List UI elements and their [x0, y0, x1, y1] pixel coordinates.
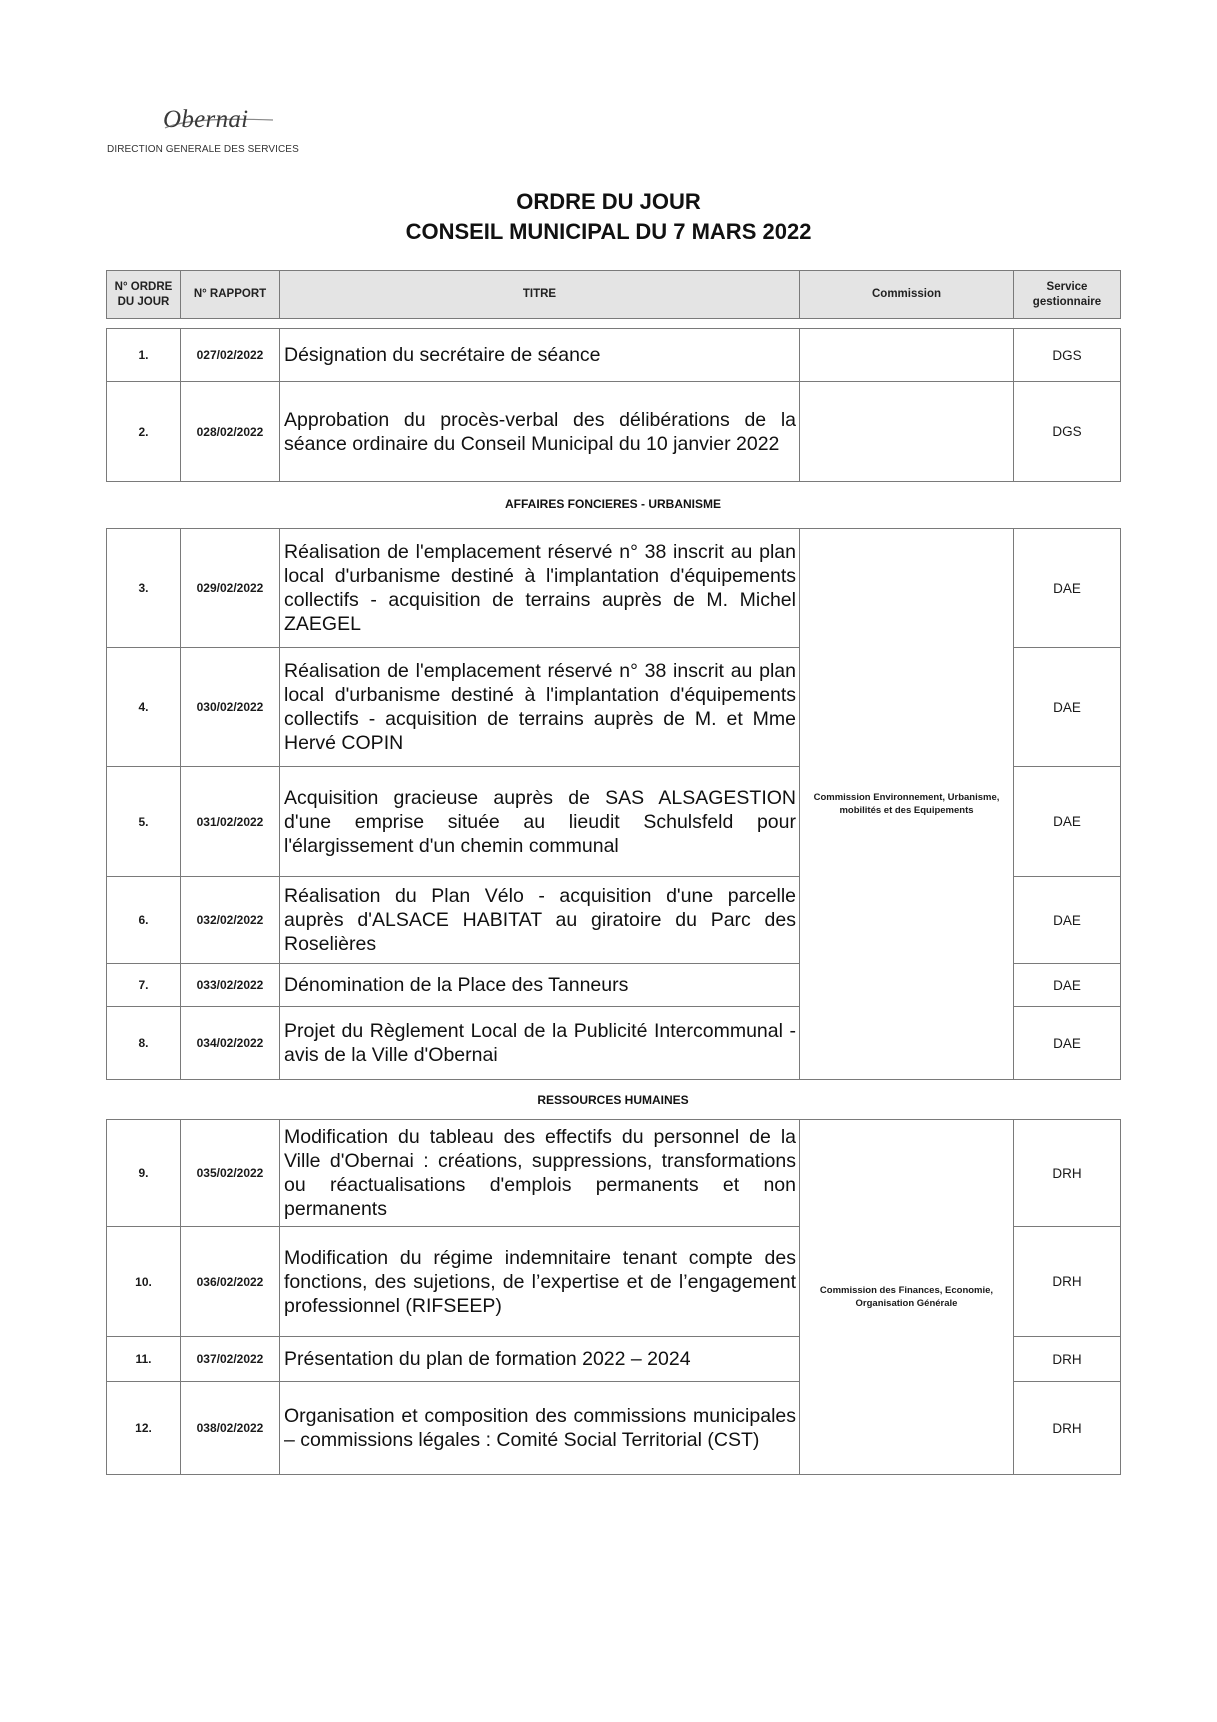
row-num: 5.	[107, 767, 181, 877]
row-titre: Approbation du procès-verbal des délibérations de la séance ordinaire du Conseil Municipal du 10 janvier 2022	[280, 382, 800, 482]
title-line-1: ORDRE DU JOUR	[516, 189, 701, 214]
commission-finances: Commission des Finances, Economie, Organisation Générale	[800, 1120, 1014, 1475]
row-rapport: 032/02/2022	[181, 877, 280, 964]
title-line-2: CONSEIL MUNICIPAL DU 7 MARS 2022	[405, 219, 812, 244]
row-service: DAE	[1014, 529, 1121, 648]
section-heading-ressources-humaines: RESSOURCES HUMAINES	[537, 1093, 689, 1107]
column-header-titre: TITRE	[280, 271, 800, 319]
agenda-table-general	[106, 328, 1121, 482]
logo-text: Obernai	[163, 106, 249, 133]
row-titre: Présentation du plan de formation 2022 – 2024	[280, 1337, 800, 1382]
row-rapport: 034/02/2022	[181, 1007, 280, 1080]
row-service: DAE	[1014, 1007, 1121, 1080]
row-titre: Modification du régime indemnitaire tenant compte des fonctions, des sujetions, de l’expertise et de l’engagement professionnel (RIFSEEP)	[280, 1227, 800, 1337]
row-titre: Organisation et composition des commissions municipales – commissions légales : Comité Social Territorial (CST)	[280, 1382, 800, 1475]
commission-environnement: Commission Environnement, Urbanisme, mobilités et des Equipements	[800, 529, 1014, 1080]
row-num: 10.	[107, 1227, 181, 1337]
row-service: DAE	[1014, 648, 1121, 767]
table-row	[107, 382, 1121, 482]
row-num: 6.	[107, 877, 181, 964]
obernai-logo	[163, 106, 283, 142]
row-service: DRH	[1014, 1382, 1121, 1475]
row-num: 2.	[107, 382, 181, 482]
row-rapport: 038/02/2022	[181, 1382, 280, 1475]
column-header-service: Service gestionnaire	[1014, 271, 1121, 319]
row-rapport: 035/02/2022	[181, 1120, 280, 1227]
row-service: DAE	[1014, 964, 1121, 1007]
row-rapport: 029/02/2022	[181, 529, 280, 648]
row-num: 9.	[107, 1120, 181, 1227]
row-service: DGS	[1014, 329, 1121, 382]
row-titre: Désignation du secrétaire de séance	[280, 329, 800, 382]
row-rapport: 030/02/2022	[181, 648, 280, 767]
row-service: DGS	[1014, 382, 1121, 482]
row-titre: Projet du Règlement Local de la Publicité Intercommunal - avis de la Ville d'Obernai	[280, 1007, 800, 1080]
row-rapport: 031/02/2022	[181, 767, 280, 877]
table-row	[107, 1120, 1121, 1227]
column-header-table	[106, 270, 1121, 319]
page-title	[0, 187, 1217, 247]
row-service: DRH	[1014, 1337, 1121, 1382]
row-commission	[800, 382, 1014, 482]
row-num: 3.	[107, 529, 181, 648]
table-row	[107, 529, 1121, 648]
row-num: 7.	[107, 964, 181, 1007]
row-num: 1.	[107, 329, 181, 382]
row-titre: Acquisition gracieuse auprès de SAS ALSAGESTION d'une emprise située au lieudit Schulsfeld pour l'élargissement d'un chemin communal	[280, 767, 800, 877]
row-num: 4.	[107, 648, 181, 767]
row-rapport: 028/02/2022	[181, 382, 280, 482]
row-service: DRH	[1014, 1120, 1121, 1227]
section-heading-urbanisme: AFFAIRES FONCIERES - URBANISME	[504, 497, 721, 511]
row-num: 8.	[107, 1007, 181, 1080]
row-service: DAE	[1014, 767, 1121, 877]
row-num: 12.	[107, 1382, 181, 1475]
row-service: DRH	[1014, 1227, 1121, 1337]
row-rapport: 036/02/2022	[181, 1227, 280, 1337]
table-row	[107, 329, 1121, 382]
row-service: DAE	[1014, 877, 1121, 964]
row-titre: Réalisation de l'emplacement réservé n° 38 inscrit au plan local d'urbanisme destiné à l'implantation d'équipements collectifs - acquisition de terrains auprès de M. Michel ZAEGEL	[280, 529, 800, 648]
row-rapport: 033/02/2022	[181, 964, 280, 1007]
column-header-num: N° ORDRE DU JOUR	[107, 271, 181, 319]
column-header-rapport: N° RAPPORT	[181, 271, 280, 319]
agenda-table-rh	[106, 1119, 1121, 1475]
row-num: 11.	[107, 1337, 181, 1382]
row-titre: Réalisation de l'emplacement réservé n° 38 inscrit au plan local d'urbanisme destiné à l'implantation d'équipements collectifs - acquisition de terrains auprès de M. et Mme Hervé COPIN	[280, 648, 800, 767]
row-rapport: 037/02/2022	[181, 1337, 280, 1382]
column-header-commission: Commission	[800, 271, 1014, 319]
row-titre: Modification du tableau des effectifs du personnel de la Ville d'Obernai : créations, suppressions, transformations ou réactualisations d'emplois permanents et non permanents	[280, 1120, 800, 1227]
department-name: DIRECTION GENERALE DES SERVICES	[107, 144, 299, 155]
row-commission	[800, 329, 1014, 382]
row-rapport: 027/02/2022	[181, 329, 280, 382]
letterhead	[107, 106, 337, 155]
agenda-table-urbanisme	[106, 528, 1121, 1080]
row-titre: Réalisation du Plan Vélo - acquisition d'une parcelle auprès d'ALSACE HABITAT au giratoire du Parc des Roselières	[280, 877, 800, 964]
row-titre: Dénomination de la Place des Tanneurs	[280, 964, 800, 1007]
